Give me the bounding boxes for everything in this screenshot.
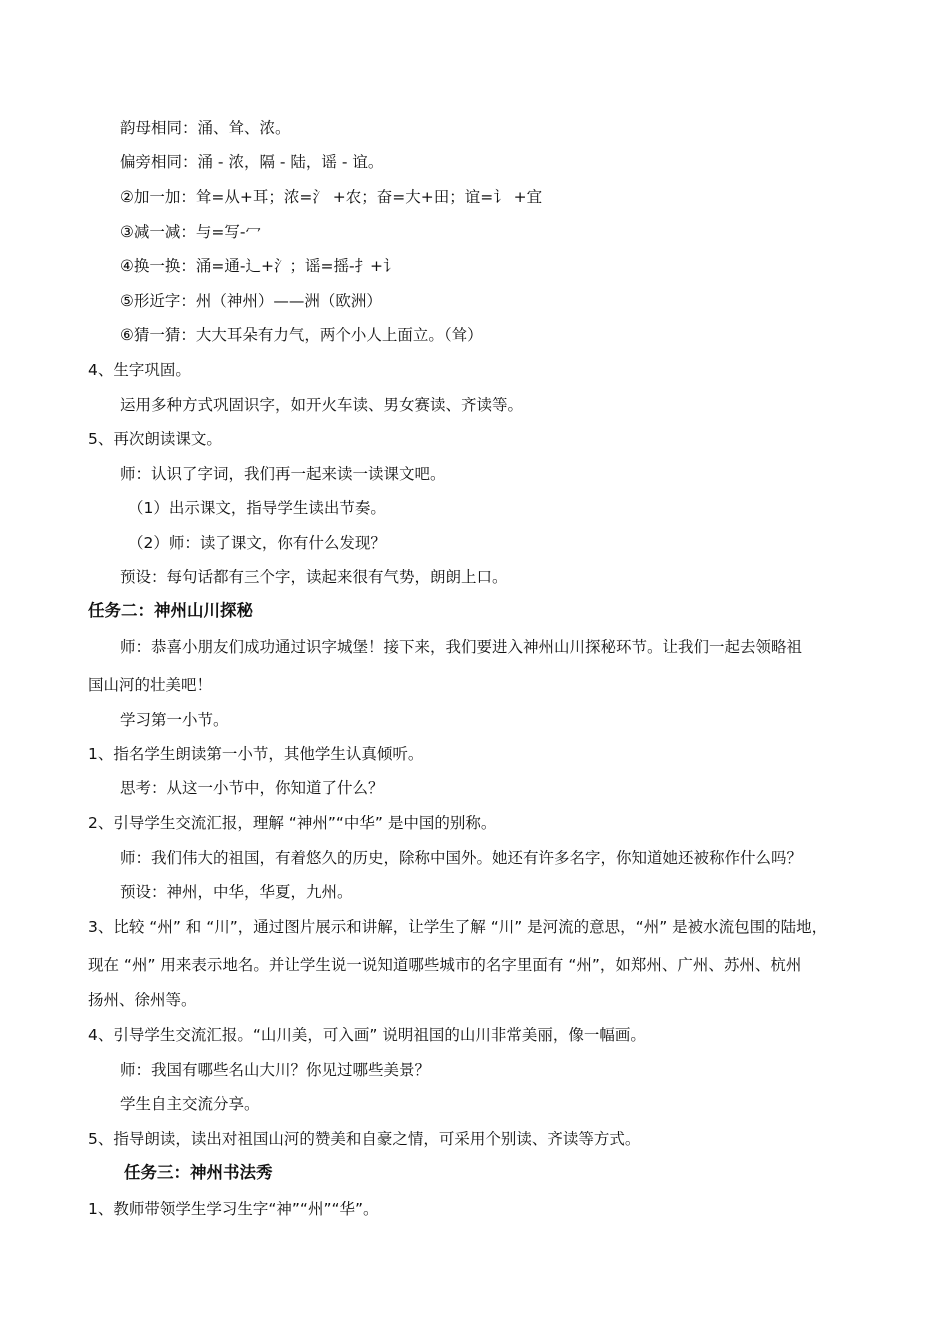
text-line: 扬州、徐州等。: [88, 991, 197, 1009]
text-line: 3、比较 “州” 和 “川”，通过图片展示和讲解，让学生了解 “川” 是河流的意思，“州” 是被水流包围的陆地，: [88, 918, 828, 936]
section-heading: 任务二：神州山川探秘: [88, 601, 253, 620]
text-line: 国山河的壮美吧！: [88, 676, 213, 694]
text-line: 5、再次朗读课文。: [88, 430, 222, 448]
text-line: （1）出示课文，指导学生读出节奏。: [128, 499, 386, 517]
text-line: ⑤形近字：州（神州）——洲（欧洲）: [120, 292, 382, 310]
text-line: ⑥猜一猜：大大耳朵有力气，两个小人上面立。（耸）: [120, 326, 483, 344]
text-line: ④换一换：涌=通-辶+氵；谣=摇-扌+讠: [120, 257, 399, 275]
text-line: 师：我们伟大的祖国，有着悠久的历史，除称中国外。她还有许多名字，你知道她还被称作什么吗？: [120, 849, 803, 867]
text-line: 师：我国有哪些名山大川？你见过哪些美景？: [120, 1061, 431, 1079]
text-line: 5、指导朗读，读出对祖国山河的赞美和自豪之情，可采用个别读、齐读等方式。: [88, 1130, 641, 1148]
text-line: 4、生字巩固。: [88, 361, 191, 379]
text-line: 学生自主交流分享。: [120, 1095, 260, 1113]
text-line: 学习第一小节。: [120, 711, 229, 729]
text-line: 1、指名学生朗读第一小节，其他学生认真倾听。: [88, 745, 424, 763]
text-line: 师：认识了字词，我们再一起来读一读课文吧。: [120, 465, 446, 483]
text-line: 韵母相同：涌、耸、浓。: [120, 119, 291, 137]
text-line: 运用多种方式巩固识字，如开火车读、男女赛读、齐读等。: [120, 396, 524, 414]
section-heading: 任务三：神州书法秀: [124, 1163, 273, 1182]
text-line: ③减一减：与=写-冖: [120, 223, 261, 241]
text-line: 预设：神州，中华，华夏，九州。: [120, 883, 353, 901]
text-line: （2）师：读了课文，你有什么发现？: [128, 534, 386, 552]
text-line: 预设：每句话都有三个字，读起来很有气势，朗朗上口。: [120, 568, 508, 586]
text-line: 偏旁相同：涌 - 浓，隔 - 陆，谣 - 谊。: [120, 153, 384, 171]
text-line: 思考：从这一小节中，你知道了什么？: [120, 779, 384, 797]
text-line: 2、引导学生交流汇报，理解 “神州”“中华” 是中国的别称。: [88, 814, 497, 832]
text-line: 4、引导学生交流汇报。“山川美，可入画” 说明祖国的山川非常美丽，像一幅画。: [88, 1026, 646, 1044]
text-line: ②加一加：耸=从+耳；浓=氵 +农；奋=大+田；谊=讠 +宜: [120, 188, 543, 206]
text-line: 师：恭喜小朋友们成功通过识字城堡！接下来，我们要进入神州山川探秘环节。让我们一起去领略祖: [120, 638, 803, 656]
text-line: 现在 “州” 用来表示地名。并让学生说一说知道哪些城市的名字里面有 “州”，如郑州、广州、苏州、杭州: [88, 956, 802, 974]
text-line: 1、教师带领学生学习生字“神”“州”“华”。: [88, 1200, 379, 1218]
